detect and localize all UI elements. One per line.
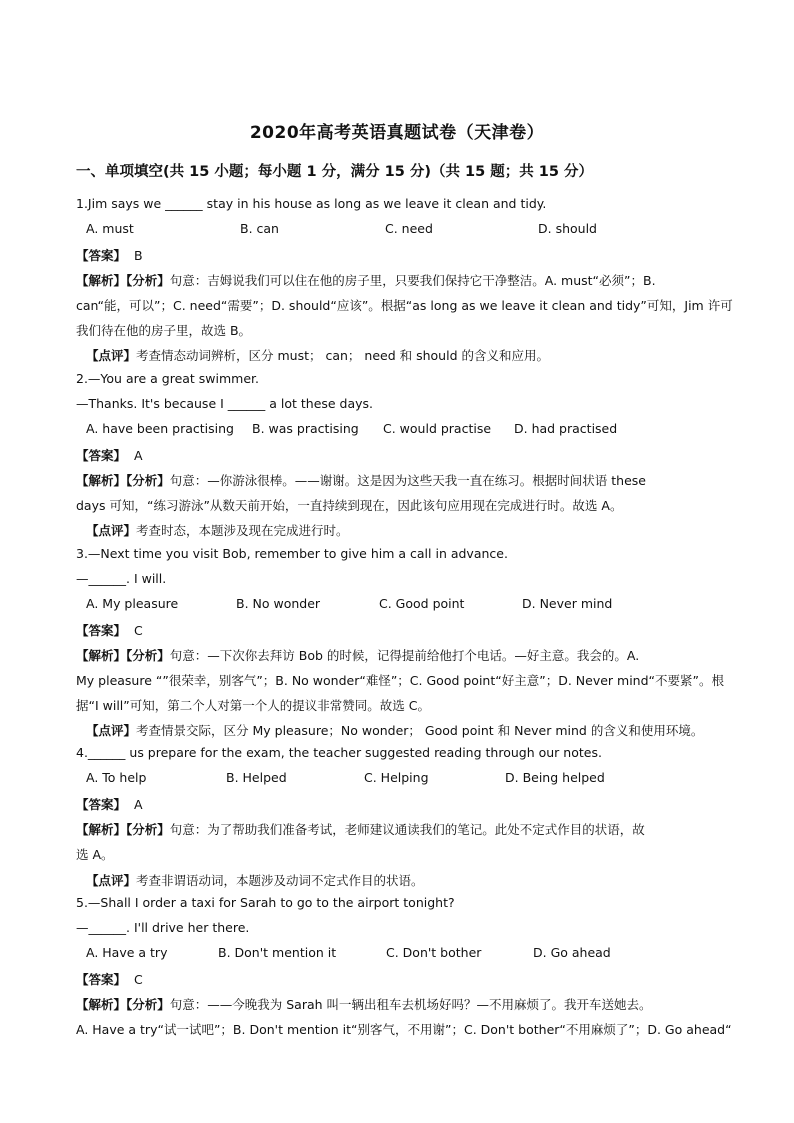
- question-stem: —______. I will.: [76, 571, 167, 586]
- question-stem: 3.—Next time you visit Bob, remember to give him a call in advance.: [76, 546, 508, 561]
- analysis-line: [76, 646, 639, 664]
- answer-label: 【答案】: [76, 972, 127, 987]
- analysis-label: 【解析】【分析】: [76, 648, 170, 663]
- answer-label: 【答案】: [76, 448, 127, 463]
- analysis-text: 句意：吉姆说我们可以住在他的房子里，只要我们保持它干净整洁。A. must“必须”；B.: [169, 273, 656, 288]
- option-a: A. have been practising: [86, 421, 234, 436]
- answer-line: [76, 621, 143, 639]
- analysis-text: 句意：——今晚我为 Sarah 叫一辆出租车去机场好吗？—不用麻烦了。我开车送她去。: [169, 997, 652, 1012]
- analysis-text: 选 A。: [76, 847, 114, 862]
- analysis-text: My pleasure “”很荣幸，别客气”；B. No wonder“难怪”；C. Good point“好主意”；D. Never mind“不要紧”。根: [76, 673, 724, 688]
- comment-text: 考查时态，本题涉及现在完成进行时。: [136, 523, 349, 538]
- analysis-label: 【解析】【分析】: [76, 822, 170, 837]
- question-stem: 2.—You are a great swimmer.: [76, 371, 260, 386]
- answer-value: A: [133, 448, 143, 463]
- analysis-text: 句意：—你游泳很棒。——谢谢。这是因为这些天我一直在练习。根据时间状语 these: [169, 473, 646, 488]
- answer-line: [76, 246, 143, 264]
- option-b: B. was practising: [252, 421, 359, 436]
- option-a: A. To help: [86, 770, 147, 785]
- option-d: D. should: [538, 221, 597, 236]
- comment-text: 考查情态动词辨析，区分 must； can； need 和 should 的含义和应用。: [136, 348, 549, 363]
- option-d: D. Never mind: [522, 596, 613, 611]
- section-title: 一、单项填空(共 15 小题；每小题 1 分，满分 15 分)（共 15 题；共 15 分）: [76, 164, 594, 180]
- question-stem: —______. I'll drive her there.: [76, 920, 250, 935]
- question-stem: 1.Jim says we ______ stay in his house as long as we leave it clean and tidy.: [76, 196, 547, 211]
- comment-label: 【点评】: [86, 873, 137, 888]
- answer-label: 【答案】: [76, 248, 127, 263]
- page-title: 2020年高考英语真题试卷（天津卷）: [249, 123, 545, 143]
- answer-label: 【答案】: [76, 797, 127, 812]
- answer-line: [76, 795, 143, 813]
- answer-value: C: [133, 972, 143, 987]
- option-c: C. Don't bother: [386, 945, 482, 960]
- option-a: A. must: [86, 221, 134, 236]
- option-b: B. can: [240, 221, 279, 236]
- analysis-line: [76, 995, 652, 1013]
- answer-value: B: [133, 248, 143, 263]
- option-d: D. had practised: [514, 421, 618, 436]
- answer-line: [76, 970, 143, 988]
- answer-label: 【答案】: [76, 623, 127, 638]
- question-stem: —Thanks. It's because I ______ a lot these days.: [76, 396, 374, 411]
- analysis-line: [76, 471, 646, 489]
- option-b: B. Don't mention it: [218, 945, 337, 960]
- comment-line: [86, 871, 424, 889]
- option-d: D. Go ahead: [533, 945, 611, 960]
- comment-line: [86, 721, 703, 739]
- question-stem: 4.______ us prepare for the exam, the teacher suggested reading through our notes.: [76, 745, 602, 760]
- comment-line: [86, 521, 349, 539]
- comment-line: [86, 346, 549, 364]
- option-b: B. No wonder: [236, 596, 321, 611]
- option-a: A. My pleasure: [86, 596, 179, 611]
- analysis-text: 据“I will”可知，第二个人对第一个人的提议非常赞同。故选 C。: [76, 698, 430, 713]
- option-c: C. would practise: [383, 421, 492, 436]
- analysis-label: 【解析】【分析】: [76, 473, 170, 488]
- comment-label: 【点评】: [86, 523, 137, 538]
- option-c: C. Helping: [364, 770, 429, 785]
- analysis-text: can“能，可以”；C. need“需要”；D. should“应该”。根据“as long as we leave it clean and tidy”可知，Jim 许可: [76, 298, 733, 313]
- analysis-text: days 可知，“练习游泳”从数天前开始，一直持续到现在，因此该句应用现在完成进行时。故选 A。: [76, 498, 623, 513]
- comment-label: 【点评】: [86, 348, 137, 363]
- question-stem: 5.—Shall I order a taxi for Sarah to go to the airport tonight?: [76, 895, 455, 910]
- analysis-text: 我们待在他的房子里，故选 B。: [76, 323, 252, 338]
- analysis-label: 【解析】【分析】: [76, 997, 170, 1012]
- answer-value: C: [133, 623, 143, 638]
- analysis-text: 句意：为了帮助我们准备考试，老师建议通读我们的笔记。此处不定式作目的状语，故: [169, 822, 645, 837]
- option-c: C. Good point: [379, 596, 465, 611]
- analysis-text: A. Have a try“试一试吧”；B. Don't mention it“别客气，不用谢”；C. Don't bother“不用麻烦了”；D. Go ahead“: [76, 1022, 732, 1037]
- comment-text: 考查情景交际，区分 My pleasure；No wonder； Good point 和 Never mind 的含义和使用环境。: [136, 723, 704, 738]
- comment-text: 考查非谓语动词，本题涉及动词不定式作目的状语。: [136, 873, 424, 888]
- answer-value: A: [133, 797, 143, 812]
- comment-label: 【点评】: [86, 723, 137, 738]
- analysis-line: [76, 820, 645, 838]
- option-d: D. Being helped: [505, 770, 605, 785]
- answer-line: [76, 446, 143, 464]
- analysis-text: 句意：—下次你去拜访 Bob 的时候，记得提前给他打个电话。—好主意。我会的。A.: [169, 648, 640, 663]
- option-c: C. need: [385, 221, 433, 236]
- analysis-line: [76, 271, 656, 289]
- option-a: A. Have a try: [86, 945, 168, 960]
- option-b: B. Helped: [226, 770, 287, 785]
- analysis-label: 【解析】【分析】: [76, 273, 170, 288]
